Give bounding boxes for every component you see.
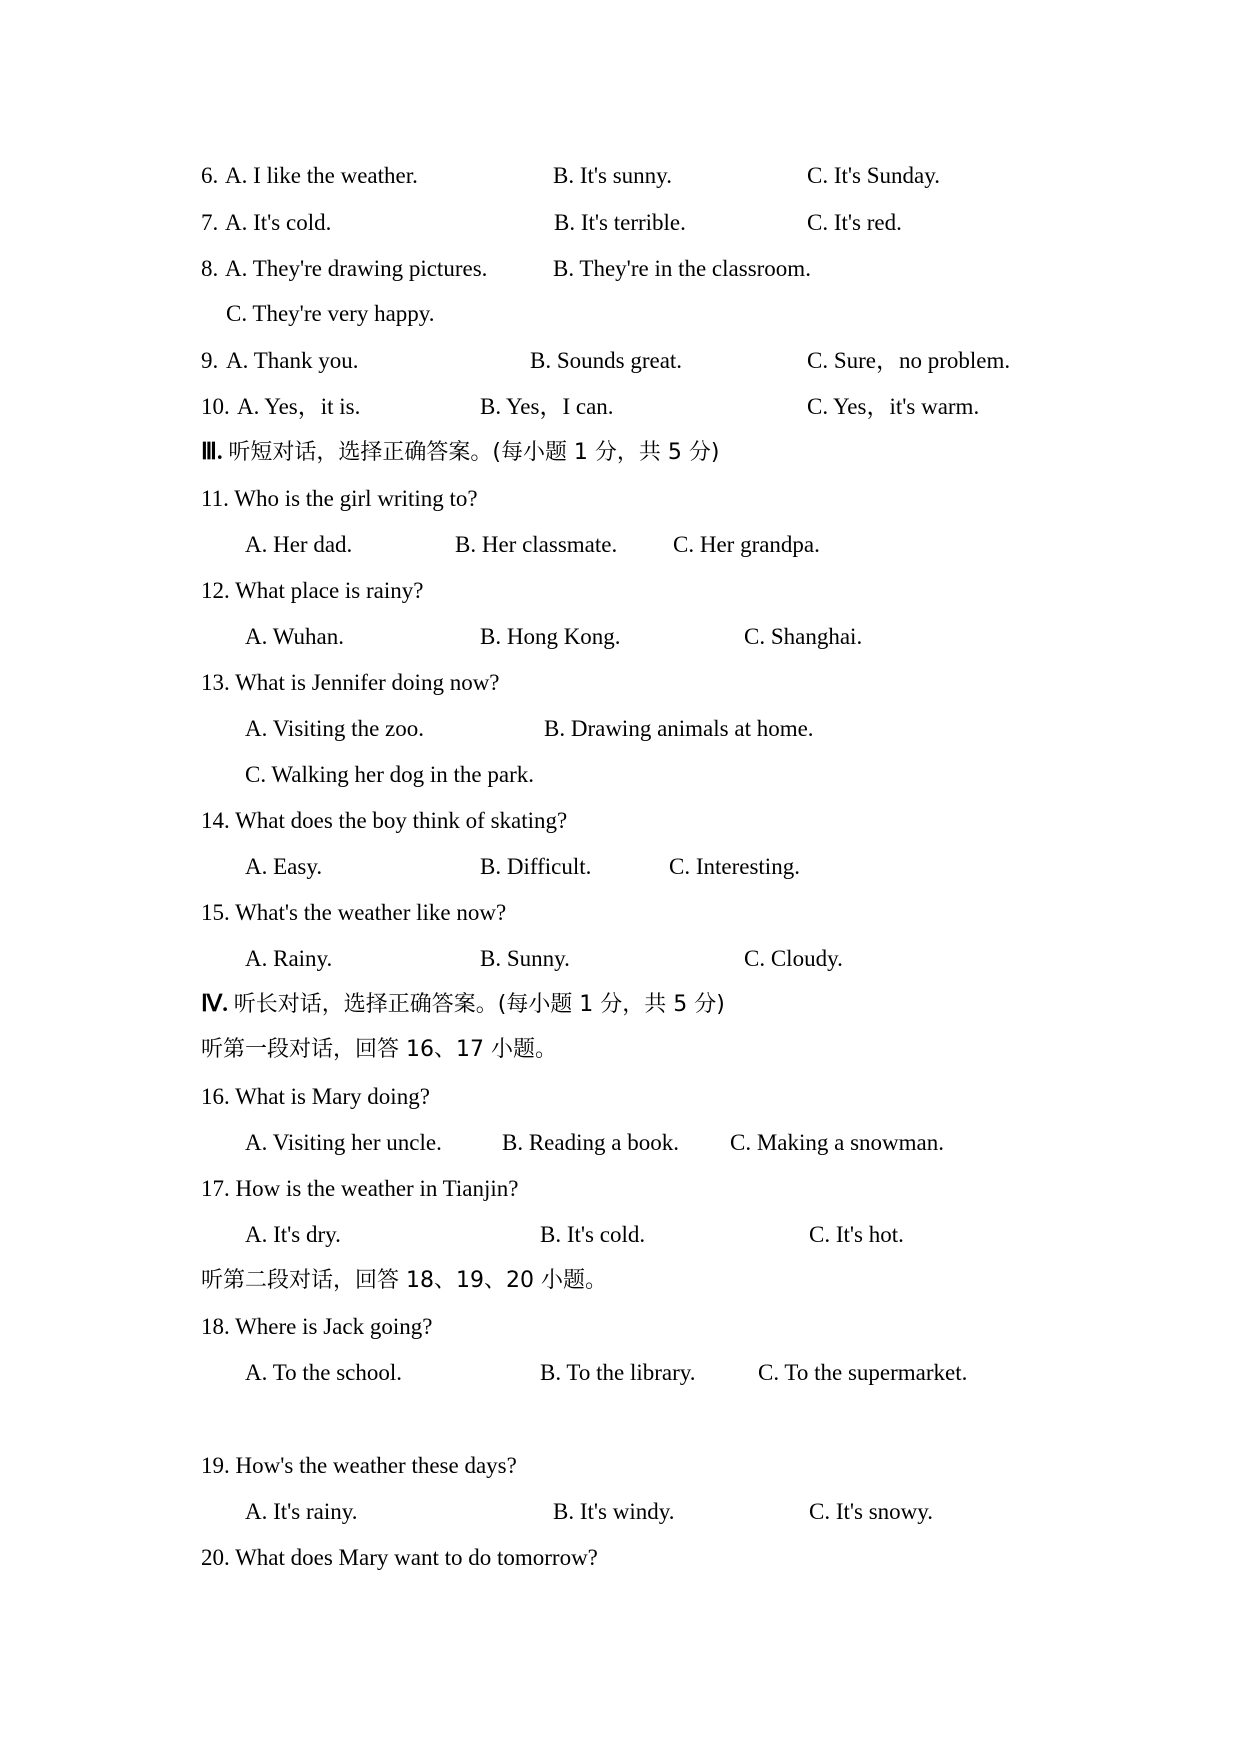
- q12-option-b[interactable]: B. Hong Kong.: [480, 624, 621, 649]
- q18-option-b[interactable]: B. To the library.: [540, 1360, 696, 1385]
- q11-option-b[interactable]: B. Her classmate.: [455, 532, 618, 557]
- q17-stem: 17. How is the weather in Tianjin?: [201, 1176, 519, 1201]
- q18-option-c[interactable]: C. To the supermarket.: [758, 1360, 968, 1385]
- q14-option-a[interactable]: A. Easy.: [245, 854, 323, 879]
- q12-stem: 12. What place is rainy?: [201, 578, 424, 603]
- q6-option-b[interactable]: B. It's sunny.: [553, 163, 672, 188]
- section-4-heading: [201, 990, 725, 1019]
- q16-stem: 16. What is Mary doing?: [201, 1084, 430, 1109]
- q8-option-b[interactable]: B. They're in the classroom.: [553, 256, 811, 281]
- q15-option-c[interactable]: C. Cloudy.: [744, 946, 843, 971]
- q16-option-b[interactable]: B. Reading a book.: [502, 1130, 679, 1155]
- section-4-numeral: Ⅳ.: [201, 991, 228, 1016]
- section-4-instructions: 听长对话，选择正确答案。(每小题 1 分，共 5 分): [233, 992, 725, 1017]
- q13-option-c[interactable]: C. Walking her dog in the park.: [245, 762, 535, 787]
- q15-option-a[interactable]: A. Rainy.: [245, 946, 333, 971]
- q8-number: 8.: [201, 256, 219, 281]
- q11-option-c[interactable]: C. Her grandpa.: [673, 532, 820, 557]
- q10-number: 10.: [201, 394, 230, 419]
- q13-option-b[interactable]: B. Drawing animals at home.: [544, 716, 814, 741]
- q7-option-c[interactable]: C. It's red.: [807, 210, 902, 235]
- q7-option-a[interactable]: A. It's cold.: [225, 210, 332, 235]
- q15-stem: 15. What's the weather like now?: [201, 900, 507, 925]
- section-3-instructions: 听短对话，选择正确答案。(每小题 1 分，共 5 分): [228, 440, 720, 465]
- q9-option-a[interactable]: A. Thank you.: [226, 348, 359, 373]
- q10-option-b[interactable]: B. Yes，I can.: [480, 394, 614, 419]
- q15-option-b[interactable]: B. Sunny.: [480, 946, 570, 971]
- q17-option-b[interactable]: B. It's cold.: [540, 1222, 646, 1247]
- q12-option-a[interactable]: A. Wuhan.: [245, 624, 344, 649]
- q19-option-a[interactable]: A. It's rainy.: [245, 1499, 358, 1524]
- q8-option-c[interactable]: C. They're very happy.: [226, 301, 435, 326]
- dialog-2-instructions: 听第二段对话，回答 18、19、20 小题。: [201, 1268, 607, 1293]
- q18-option-a[interactable]: A. To the school.: [245, 1360, 403, 1385]
- q16-option-c[interactable]: C. Making a snowman.: [730, 1130, 945, 1155]
- q10-option-a[interactable]: A. Yes，it is.: [237, 394, 361, 419]
- q9-option-b[interactable]: B. Sounds great.: [530, 348, 683, 373]
- q6-option-c[interactable]: C. It's Sunday.: [807, 163, 940, 188]
- q12-option-c[interactable]: C. Shanghai.: [744, 624, 863, 649]
- section-3-numeral: Ⅲ.: [201, 439, 223, 464]
- q17-option-c[interactable]: C. It's hot.: [809, 1222, 904, 1247]
- q10-option-c[interactable]: C. Yes，it's warm.: [807, 394, 980, 419]
- q6-number: 6.: [201, 163, 219, 188]
- q14-stem: 14. What does the boy think of skating?: [201, 808, 568, 833]
- section-3-heading: [201, 438, 720, 467]
- q14-option-c[interactable]: C. Interesting.: [669, 854, 800, 879]
- q18-stem: 18. Where is Jack going?: [201, 1314, 433, 1339]
- q9-number: 9.: [201, 348, 219, 373]
- q19-option-c[interactable]: C. It's snowy.: [809, 1499, 934, 1524]
- dialog-1-instructions: 听第一段对话，回答 16、17 小题。: [201, 1037, 557, 1062]
- q7-option-b[interactable]: B. It's terrible.: [554, 210, 686, 235]
- q11-option-a[interactable]: A. Her dad.: [245, 532, 353, 557]
- q17-option-a[interactable]: A. It's dry.: [245, 1222, 341, 1247]
- q13-stem: 13. What is Jennifer doing now?: [201, 670, 500, 695]
- q14-option-b[interactable]: B. Difficult.: [480, 854, 592, 879]
- q19-stem: 19. How's the weather these days?: [201, 1453, 517, 1478]
- q16-option-a[interactable]: A. Visiting her uncle.: [245, 1130, 442, 1155]
- q13-option-a[interactable]: A. Visiting the zoo.: [245, 716, 424, 741]
- q19-option-b[interactable]: B. It's windy.: [553, 1499, 675, 1524]
- q9-option-c[interactable]: C. Sure，no problem.: [807, 348, 1011, 373]
- q11-stem: 11. Who is the girl writing to?: [201, 486, 478, 511]
- q6-option-a[interactable]: A. I like the weather.: [225, 163, 418, 188]
- q8-option-a[interactable]: A. They're drawing pictures.: [225, 256, 488, 281]
- q20-stem: 20. What does Mary want to do tomorrow?: [201, 1545, 598, 1570]
- q7-number: 7.: [201, 210, 219, 235]
